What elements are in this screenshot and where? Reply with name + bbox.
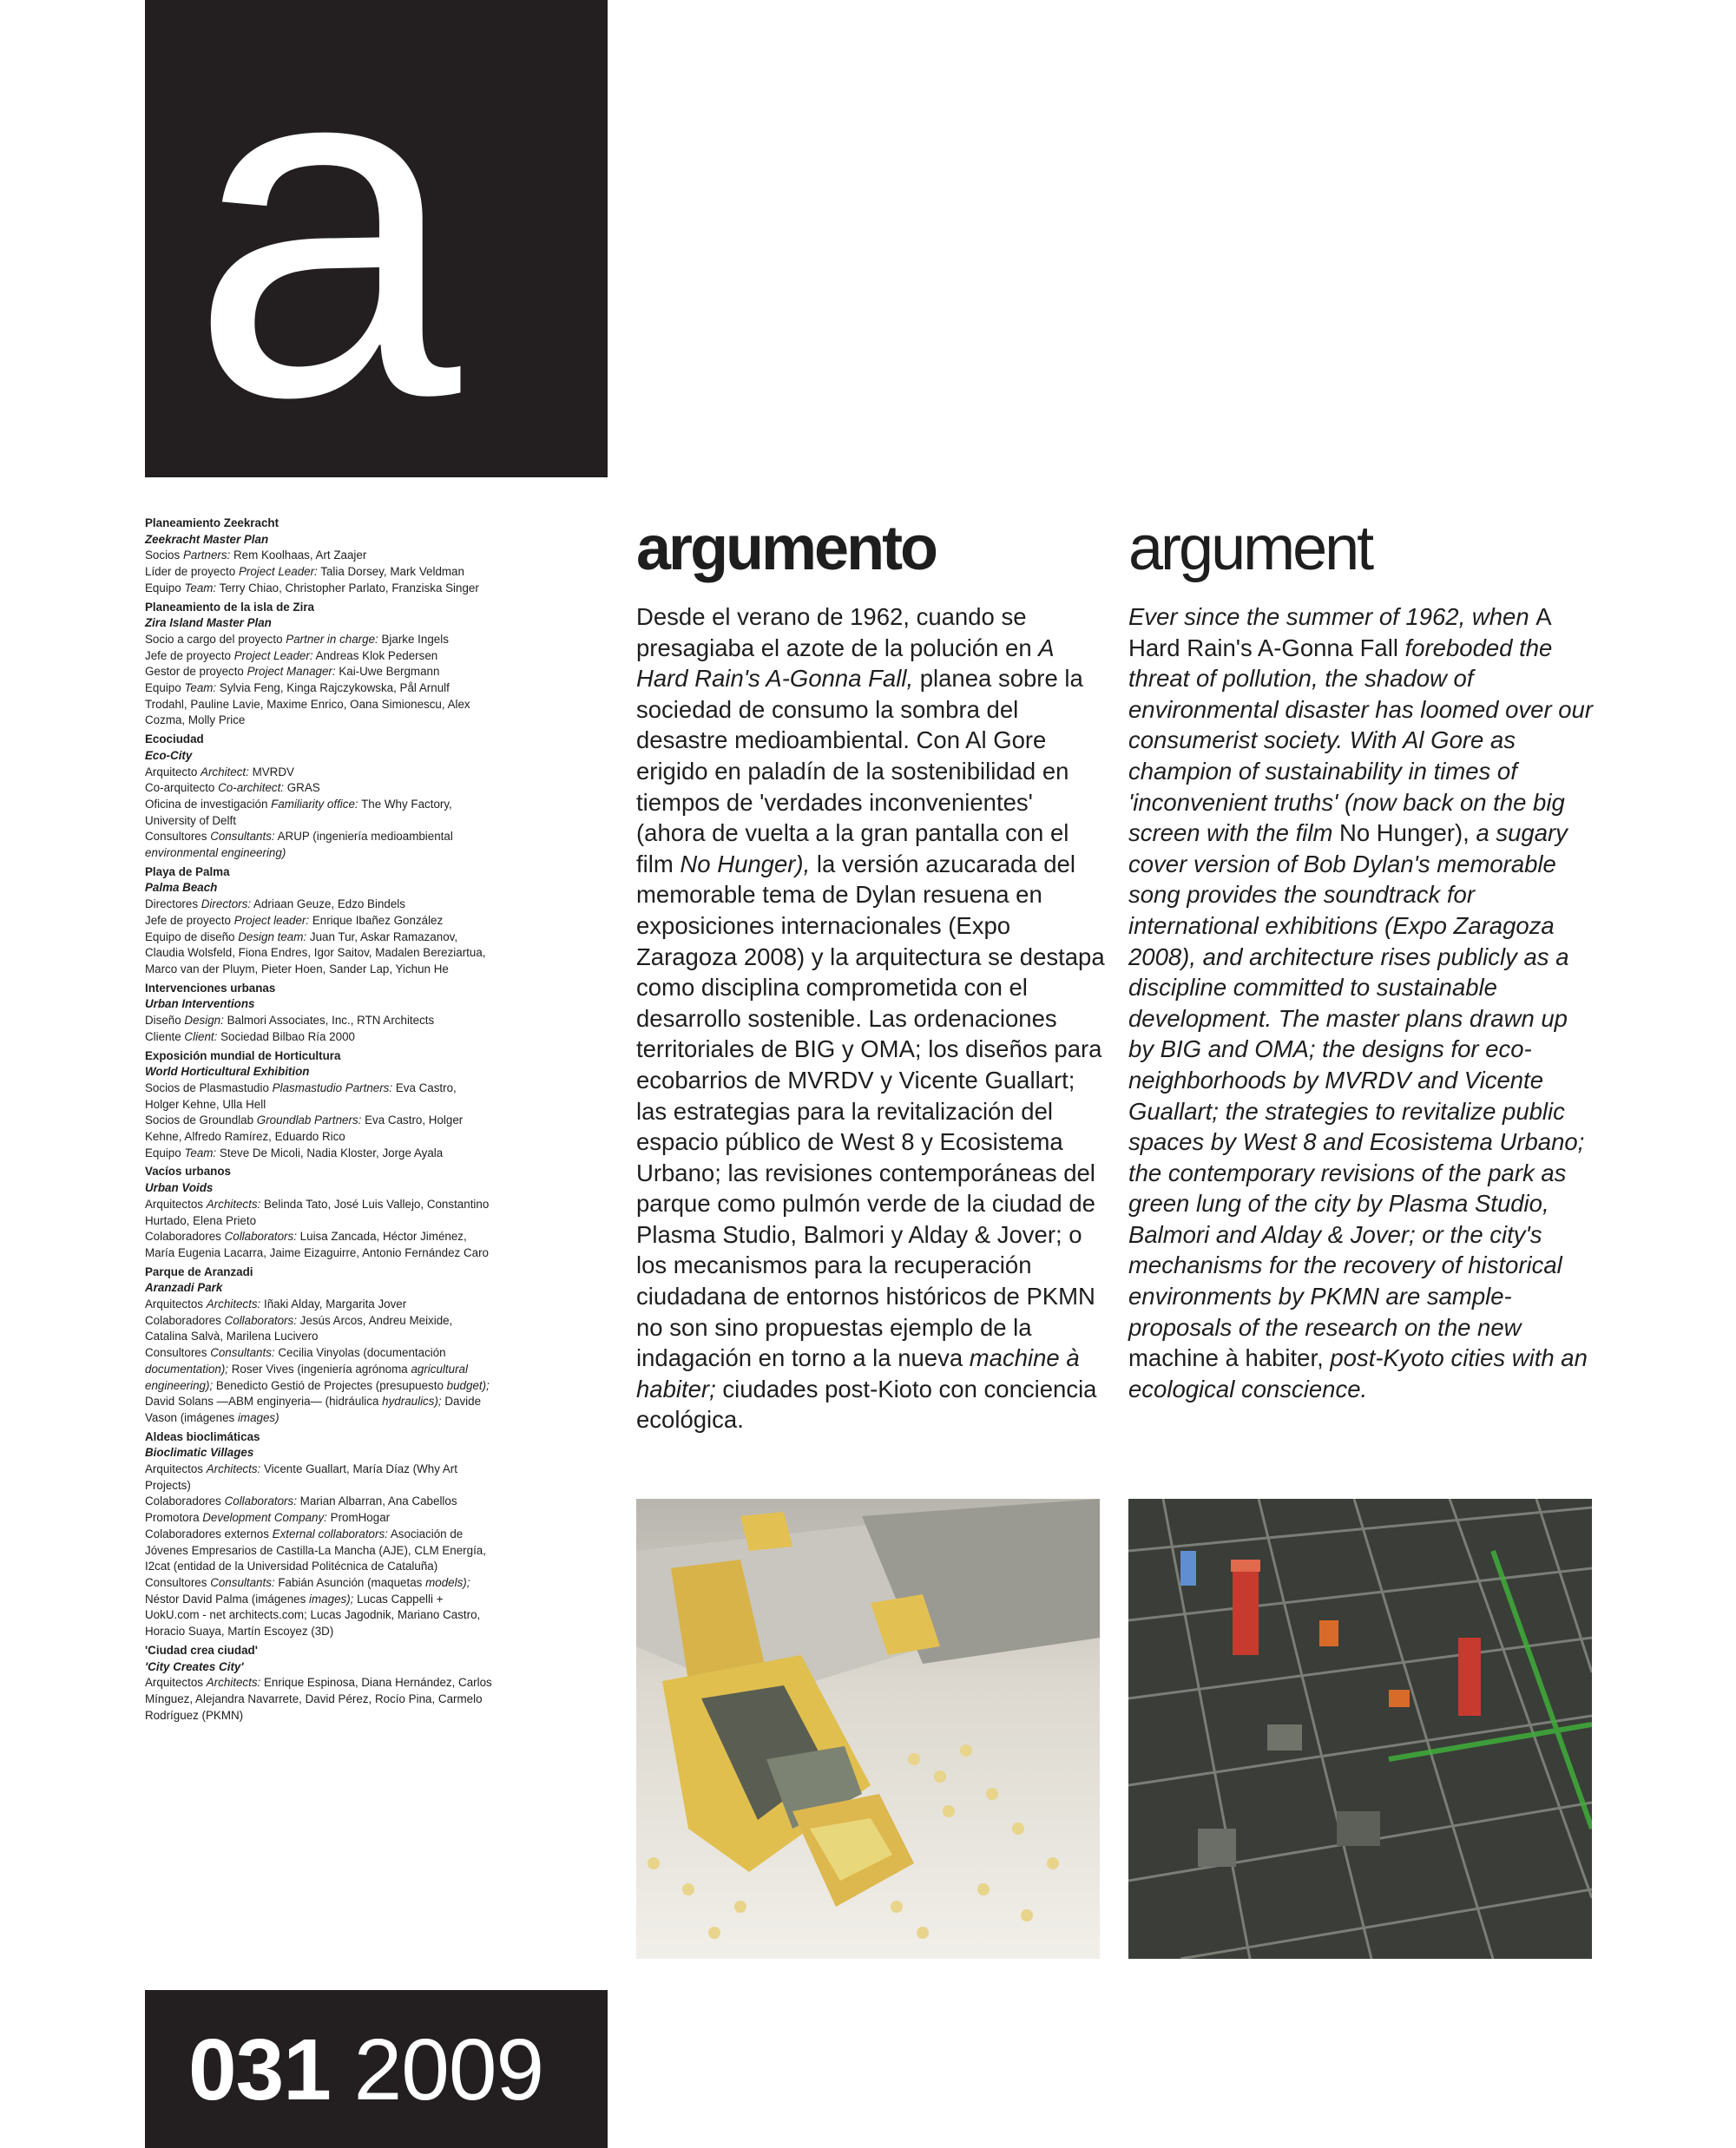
credit-role-en: Co-architect: [218, 781, 285, 795]
logo-letter: a [190, 0, 452, 477]
credit-title-es: Planeamiento de la isla de Zira [145, 600, 314, 614]
credit-role-es: Equipo [145, 681, 181, 695]
credit-line [145, 1113, 492, 1145]
city-aerial-render-photo [1128, 1499, 1592, 1959]
credit-value: Rem Koolhaas, Art Zaajer [233, 548, 367, 562]
credit-value: Belinda Tato, José Luis Vallejo, Constantino Hurtado, Elena Prieto [145, 1197, 490, 1227]
eco-city-model-photo [636, 1499, 1100, 1959]
credit-line [145, 680, 492, 729]
credit-role-es: Cliente [145, 1029, 181, 1043]
credit-value: The Why Factory, University of Delft [145, 797, 452, 827]
credit-role-en: Project Leader: [233, 648, 313, 662]
heading-argument: argument [1128, 514, 1372, 583]
credit-role-en: External collaborators: [272, 1527, 388, 1540]
credit-title-es: 'Ciudad crea ciudad' [145, 1643, 258, 1657]
credit-role-en: Team: [184, 681, 217, 695]
credit-value: Talia Dorsey, Mark Veldman [320, 565, 464, 579]
credit-value: Steve De Micoli, Nadia Kloster, Jorge Ayala [219, 1146, 444, 1159]
credit-title-en: Aranzadi Park [145, 1281, 223, 1295]
credit-value: ARUP (ingeniería medioambiental [277, 830, 453, 844]
credit-role-es: Arquitectos [145, 1297, 203, 1311]
credit-title-es: Planeamiento Zeekracht [145, 516, 279, 529]
credit-value: Adriaan Geuze, Edzo Bindels [253, 897, 405, 911]
body-segment: a sugary cover version of Bob Dylan's memorable song provides the soundtrack for international exhibitions (Expo Zaragoza 2008), and architecture rises publicly as a discipline committed to sustainable development. The master plans drawn up by BIG and OMA; the designs for eco-neighborhoods by MVRDV and Vicente Guallart; the strategies to revitalize public spaces by West 8 and Ecosistema Urbano; the contemporary revisions of the park as green lung of the city by Plasma Studio, Balmori and Alday & Jover; or the city's mechanisms for the recovery of historical environments by PKMN are sample-proposals of the research on the new [1128, 819, 1585, 1341]
credit-block [145, 600, 492, 730]
body-segment: Al Gore as champion of sustainability in times of 'inconvenient truths' (now back on the big screen with the film [1128, 726, 1565, 847]
credit-value: David Solans —ABM enginyeria— (hidráulica [145, 1395, 379, 1409]
credit-value: Fabián Asunción (maquetas [278, 1576, 423, 1589]
credit-value: Roser Vives (ingeniería agrónoma [231, 1362, 408, 1376]
credit-value: Lucas Cappelli + UokU.com - net architects.com; Lucas Jagodnik, Mariano Castro, Horacio Suaya, Martín Escoyez (3D) [145, 1592, 481, 1639]
credit-line [145, 897, 492, 913]
credit-block [145, 981, 492, 1046]
credit-line [145, 632, 492, 648]
credit-line [145, 564, 492, 581]
credit-role-es: Diseño [145, 1014, 181, 1028]
credit-block [145, 864, 492, 978]
credit-title-es: Parque de Aranzadi [145, 1264, 253, 1278]
credit-role-en: Design team: [238, 929, 307, 943]
credit-role-en: Groundlab Partners: [256, 1113, 362, 1127]
credit-line [145, 780, 492, 797]
credit-line [145, 913, 492, 929]
credit-role-es: Co-arquitecto [145, 781, 215, 795]
credit-role-en: Team: [184, 1146, 217, 1159]
credit-block [145, 732, 492, 862]
credit-role-en: Architects: [206, 1297, 261, 1311]
credit-role-en: Project Manager: [247, 665, 336, 679]
credit-value: Marian Albarran, Ana Cabellos [299, 1494, 457, 1508]
body-segment: la versión azucarada del memorable tema de Dylan resuena en exposiciones internacionales (Expo Zaragoza 2008) y la arquitectura se destapa como disciplina comprometida con el desarrollo sostenible. Las ordenaciones territoriales de BIG y OMA; los diseños para ecobarrios de MVRDV y Vicente Guallart; las estrategias para la revitalización del espacio público de West 8 y Ecosistema Urbano; las revisiones contemporáneas del parque como pulmón verde de la ciudad de Plasma Studio, Balmori y Alday & Jover; o los mecanismos para la recuperación ciudadana de entornos históricos de PKMN no son sino propuestas ejemplo de la indagación en torno a la nueva [636, 850, 1105, 1372]
credit-value-en: images) [237, 1410, 279, 1424]
credit-value: Andreas Klok Pedersen [315, 648, 438, 662]
credit-line [145, 1575, 492, 1640]
credit-role-en: Development Company: [202, 1511, 327, 1525]
credit-value: Néstor David Palma (imágenes [145, 1592, 306, 1606]
body-segment: machine à habiter, [1128, 1344, 1324, 1372]
credit-value: GRAS [286, 781, 320, 795]
credit-title-en: Urban Voids [145, 1181, 214, 1195]
credit-value: Kai-Uwe Bergmann [339, 665, 440, 679]
credit-value: Cecilia Vinyolas (documentación [278, 1346, 446, 1360]
credit-line [145, 829, 492, 861]
credit-line [145, 1013, 492, 1029]
credit-value: Enrique Espinosa, Diana Hernández, Carlos Mínguez, Alejandra Navarrete, David Pérez, Rocío Pina, Carmelo Rodríguez (PKMN) [145, 1676, 492, 1722]
credit-line [145, 1675, 492, 1724]
credit-role-en: Architects: [206, 1197, 261, 1211]
credit-role-es: Consultores [145, 830, 207, 844]
credit-block [145, 1429, 492, 1640]
credit-title-es: Ecociudad [145, 732, 204, 746]
credit-value: Vicente Guallart, María Díaz (Why Art Projects) [145, 1462, 457, 1492]
credit-value: Sociedad Bilbao Ría 2000 [220, 1029, 355, 1043]
credit-role-es: Arquitectos [145, 1197, 203, 1211]
credit-role-en: Plasmastudio Partners: [272, 1081, 393, 1094]
credit-value-en: budget); [446, 1378, 490, 1392]
body-text-spanish [636, 601, 1105, 1435]
issue-number: 031 [188, 2021, 331, 2118]
credit-role-es: Jefe de proyecto [145, 913, 232, 927]
credit-role-en: Partner in charge: [286, 632, 378, 646]
credit-line [145, 1229, 492, 1261]
credit-block [145, 1048, 492, 1162]
credit-role-en: Architects: [206, 1462, 261, 1476]
credit-value: Terry Chiao, Christopher Parlato, Franziska Singer [219, 581, 479, 594]
credit-value: Iñaki Alday, Margarita Jover [263, 1297, 407, 1311]
credit-line [145, 1510, 492, 1527]
credit-line [145, 1081, 492, 1113]
credit-title-es: Intervenciones urbanas [145, 981, 276, 995]
credit-line [145, 548, 492, 564]
credit-role-en: Collaborators: [224, 1230, 297, 1244]
credit-title-en: Urban Interventions [145, 997, 255, 1011]
credit-title-es: Vacíos urbanos [145, 1165, 231, 1179]
credit-role-en: Design: [184, 1014, 224, 1028]
credit-role-es: Arquitectos [145, 1676, 203, 1690]
credit-role-en: Familiarity office: [271, 797, 358, 811]
credit-value: Benedicto Gestió de Projectes (presupuesto [215, 1378, 444, 1392]
body-segment: Ever since the summer of 1962, when [1128, 603, 1536, 630]
body-segment: planea sobre la sociedad de consumo la sombra del desastre medioambiental. Con Al Gore erigido en paladín de la sostenibilidad en tiempos de 'verdades inconvenientes' (ahora de vuelta a la gran pantalla con el film [636, 665, 1083, 877]
credit-title-en: Zeekracht Master Plan [145, 532, 269, 546]
body-segment: Desde el verano de 1962, cuando se presagiaba el azote de la polución en [636, 603, 1039, 661]
body-segment: No Hunger), [1339, 819, 1470, 847]
credit-value: Bjarke Ingels [381, 632, 449, 646]
credit-value-en: hydraulics); [382, 1395, 442, 1409]
credit-role-en: Collaborators: [224, 1313, 297, 1327]
credit-role-es: Equipo [145, 1146, 181, 1159]
body-segment: No Hunger), [680, 850, 811, 877]
credit-line [145, 1297, 492, 1313]
credit-line [145, 797, 492, 829]
credit-value: Sylvia Feng, Kinga Rajczykowska, Pål Arnulf Trodahl, Pauline Lavie, Maxime Enrico, Oana Simionescu, Alex Cozma, Molly Price [145, 681, 470, 727]
eco-city-model-illustration [636, 1499, 1100, 1959]
credit-block [145, 516, 492, 597]
credit-title-es: Aldeas bioclimáticas [145, 1429, 260, 1443]
credit-title-en: Bioclimatic Villages [145, 1446, 254, 1460]
credit-line [145, 581, 492, 597]
body-text-english [1128, 601, 1597, 1404]
credit-role-en: Consultants: [210, 1576, 275, 1589]
credit-line [145, 765, 492, 781]
credit-title-es: Exposición mundial de Horticultura [145, 1048, 341, 1062]
credit-role-es: Promotora [145, 1511, 200, 1525]
credit-role-es: Equipo [145, 581, 181, 594]
credit-title-en: World Horticultural Exhibition [145, 1065, 310, 1079]
credit-role-es: Líder de proyecto [145, 565, 236, 579]
issue-line [188, 2021, 544, 2118]
credit-role-es: Socios de Plasmastudio [145, 1081, 269, 1094]
credit-block [145, 1164, 492, 1261]
credit-line [145, 1527, 492, 1575]
credit-block [145, 1643, 492, 1724]
heading-argumento: argumento [636, 514, 937, 583]
issue-year: 2009 [353, 2021, 544, 2118]
credit-title-en: Palma Beach [145, 881, 218, 895]
credit-role-es: Equipo de diseño [145, 929, 235, 943]
credit-value-en: documentation); [145, 1362, 229, 1376]
credit-role-es: Colaboradores [145, 1494, 221, 1508]
credit-value: Balmori Associates, Inc., RTN Architects [227, 1014, 435, 1028]
credit-line [145, 1494, 492, 1510]
credit-role-es: Arquitectos [145, 1462, 203, 1476]
credit-role-en: Collaborators: [224, 1494, 297, 1508]
body-segment: foreboded the threat of pollution, the shadow of environmental disaster has loomed over our consumerist society. With [1128, 634, 1594, 754]
credit-role-en: Consultants: [210, 1346, 275, 1360]
credit-role-en: Architects: [206, 1676, 261, 1690]
credit-role-es: Consultores [145, 1576, 207, 1589]
credit-line [145, 929, 492, 978]
credit-role-es: Colaboradores [145, 1313, 221, 1327]
credits-column [145, 516, 492, 1726]
credit-line [145, 1313, 492, 1345]
credit-role-es: Colaboradores [145, 1230, 221, 1244]
credit-value: Eva Castro, Holger Kehne, Alfredo Ramírez, Eduardo Rico [145, 1113, 464, 1144]
credit-role-en: Project leader: [233, 913, 310, 927]
credit-value: Asociación de Jóvenes Empresarios de Castilla-La Mancha (AJE), CLM Energía, I2cat (entidad de la Universidad Politécnica de Cataluña) [145, 1527, 486, 1573]
credit-line [145, 1462, 492, 1494]
credit-role-en: Client: [184, 1029, 218, 1043]
credit-title-en: Zira Island Master Plan [145, 616, 272, 630]
city-aerial-render-illustration [1128, 1499, 1592, 1959]
credit-role-en: Directors: [201, 897, 252, 911]
credit-line [145, 664, 492, 680]
credit-role-es: Consultores [145, 1346, 207, 1360]
credit-value: PromHogar [330, 1511, 391, 1525]
credit-block [145, 1264, 492, 1427]
credit-value: Enrique Ibañez González [312, 913, 444, 927]
credit-value-en: environmental engineering) [145, 846, 286, 860]
credit-line [145, 1146, 492, 1162]
credit-role-es: Oficina de investigación [145, 797, 268, 811]
credit-value: Juan Tur, Askar Ramazanov, Claudia Wolsfeld, Fiona Endres, Igor Saitov, Madalen Bereziartua, Marco van der Pluym, Pieter Hoen, Sander Lap, Yichun He [145, 929, 486, 975]
body-segment: A Hard Rain's A-Gonna Fall [1128, 603, 1551, 661]
body-segment: ciudades post-Kioto con conciencia ecológica. [636, 1375, 1097, 1434]
logo-block [145, 0, 608, 477]
credit-value-en: models); [425, 1576, 470, 1589]
credit-role-en: Consultants: [210, 830, 275, 844]
credit-role-es: Colaboradores externos [145, 1527, 269, 1540]
issue-footer [145, 1990, 608, 2148]
body-segment: post-Kyoto cities with an ecological conscience. [1128, 1344, 1588, 1402]
credit-role-es: Gestor de proyecto [145, 665, 244, 679]
credit-value: MVRDV [252, 765, 294, 778]
credit-line [145, 1197, 492, 1229]
credit-role-es: Jefe de proyecto [145, 648, 232, 662]
credit-role-en: Architect: [201, 765, 249, 778]
credit-line [145, 1029, 492, 1046]
credit-role-en: Partners: [182, 548, 231, 562]
credit-value-en: images); [309, 1592, 354, 1606]
credit-role-es: Arquitecto [145, 765, 198, 778]
credit-value: Eva Castro, Holger Kehne, Ulla Hell [145, 1081, 457, 1111]
credit-role-es: Directores [145, 897, 199, 911]
credit-role-es: Socios de Groundlab [145, 1113, 254, 1127]
credit-role-en: Project Leader: [238, 565, 318, 579]
body-segment: A Hard Rain's A-Gonna Fall, [636, 634, 1054, 693]
credit-value: Davide Vason (imágenes [145, 1395, 482, 1424]
body-segment: machine à habiter; [636, 1344, 1080, 1402]
credit-line [145, 1345, 492, 1427]
credit-value: Jesús Arcos, Andreu Meixide, Catalina Salvà, Marilena Lucivero [145, 1313, 453, 1343]
credit-role-es: Socios [145, 548, 181, 562]
credit-title-en: Eco-City [145, 748, 193, 762]
credit-value-en: agricultural engineering); [145, 1362, 468, 1392]
credit-role-en: Team: [184, 581, 217, 594]
credit-title-en: 'City Creates City' [145, 1659, 244, 1673]
credit-line [145, 648, 492, 665]
credit-value: Luisa Zancada, Héctor Jiménez, María Eugenia Lacarra, Jaime Eizaguirre, Antonio Fernández Caro [145, 1230, 489, 1259]
credit-title-es: Playa de Palma [145, 864, 230, 878]
credit-role-es: Socio a cargo del proyecto [145, 632, 283, 646]
